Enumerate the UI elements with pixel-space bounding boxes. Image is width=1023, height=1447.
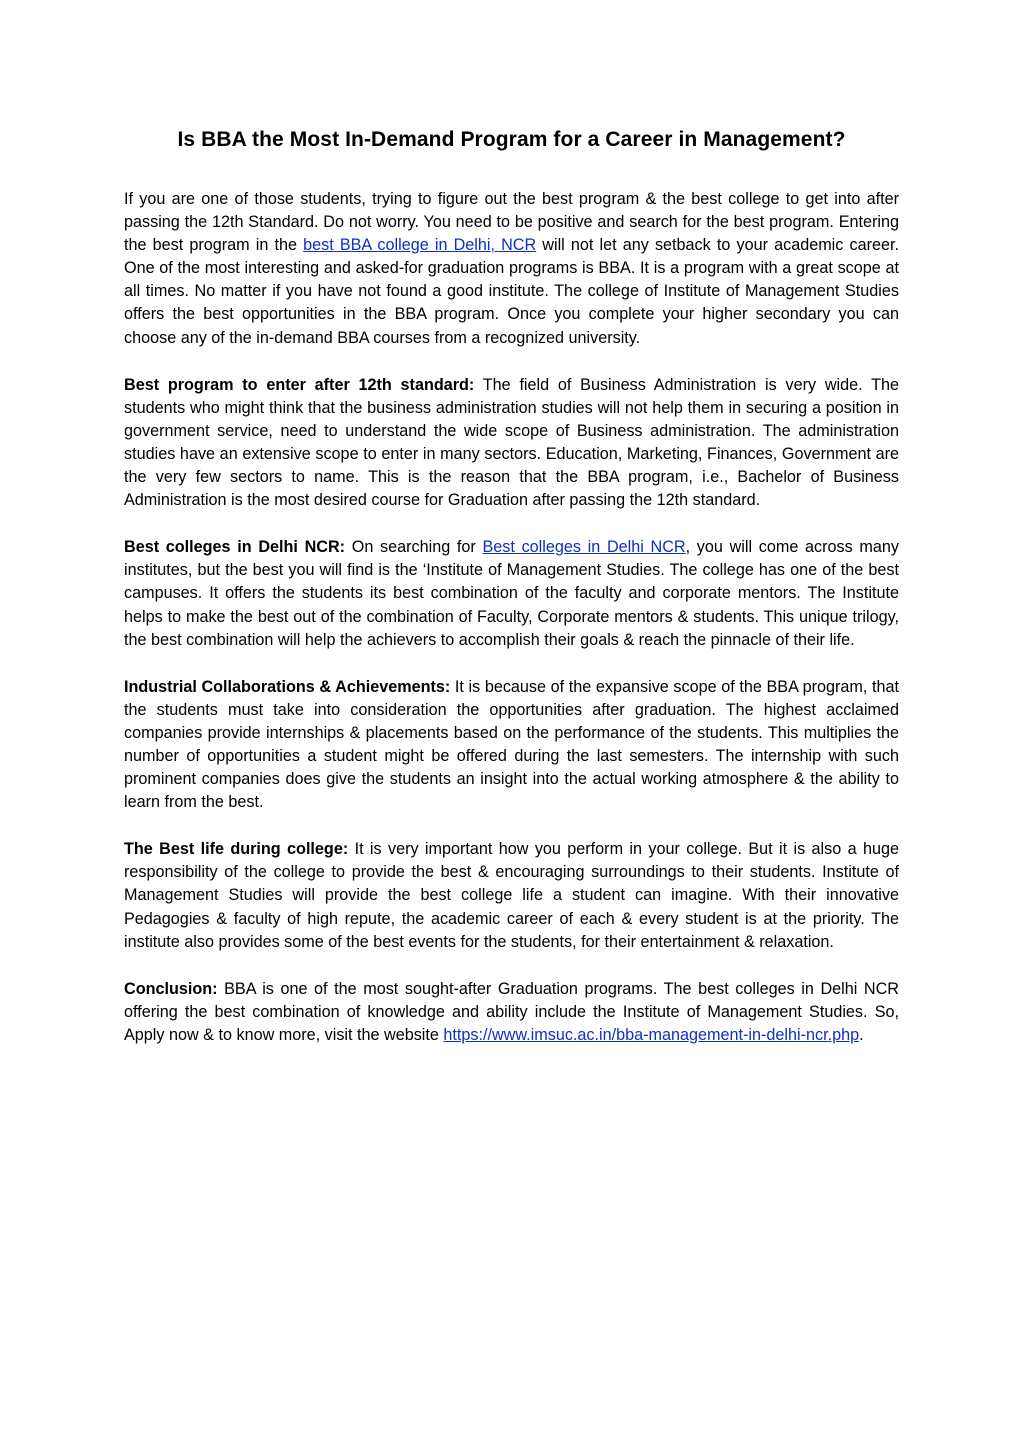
bba-college-delhi-link[interactable]: best BBA college in Delhi, NCR (303, 236, 537, 255)
best-colleges-text-after-link: , you will come across many institutes, but the best you will find is the ‘Institute of Management Studies. The college has one of the best campuses. It offers the students its best combination of the faculty and corporate mentors. The Institute helps to make the best out of the combination of Faculty, Corporate mentors & students. This unique trilogy, the best combination will help the achievers to accomplish their goals & reach the pinnacle of their life. (124, 538, 899, 649)
website-url-link[interactable]: https://www.imsuc.ac.in/bba-management-in-delhi-ncr.php (443, 1025, 860, 1044)
industrial-heading: Industrial Collaborations & Achievements: (124, 677, 451, 696)
industrial-text: It is because of the expansive scope of the BBA program, that the students must take into consideration the opportunities after graduation. The highest acclaimed companies provide internships & placements based on the performance of the students. This multiplies the number of opportunities a student might be offered during the last semesters. The internship with such prominent companies does give the students an insight into the actual working atmosphere & the ability to learn from the best. (124, 677, 899, 812)
best-program-heading: Best program to enter after 12th standard: (124, 375, 475, 394)
conclusion-heading: Conclusion: (124, 979, 218, 998)
conclusion-text-after-link: . (859, 1025, 864, 1044)
college-life-text: It is very important how you perform in your college. But it is also a huge responsibility of the college to provide the best & encouraging surroundings to their students. Institute of Management Studies will provide the best college life a student can imagine. With their innovative Pedagogies & faculty of high repute, the academic career of each & every student is at the priority. The institute also provides some of the best events for the students, for their entertainment & relaxation. (124, 840, 899, 951)
college-life-paragraph (124, 838, 899, 953)
industrial-paragraph (124, 676, 899, 815)
best-colleges-heading: Best colleges in Delhi NCR: (124, 538, 346, 557)
intro-paragraph (124, 188, 899, 350)
best-colleges-delhi-link[interactable]: Best colleges in Delhi NCR (482, 538, 686, 557)
document-title: Is BBA the Most In-Demand Program for a Career in Management? (177, 128, 846, 151)
conclusion-text-before-link: BBA is one of the most sought-after Graduation programs. The best colleges in Delhi NCR offering the best combination of knowledge and ability include the Institute of Management Studies. So, Apply now & to know more, visit the website (124, 979, 899, 1044)
document-page (124, 122, 899, 1071)
intro-text-after-link: will not let any setback to your academic career. One of the most interesting and asked-for graduation programs is BBA. It is a program with a great scope at all times. No matter if you have not found a good institute. The college of Institute of Management Studies offers the best opportunities in the BBA program. Once you complete your higher secondary you can choose any of the in-demand BBA courses from a recognized university. (124, 236, 899, 347)
best-program-paragraph (124, 374, 899, 513)
best-colleges-text-before-link: On searching for (345, 538, 483, 557)
college-life-heading: The Best life during college: (124, 840, 349, 859)
conclusion-paragraph (124, 978, 899, 1047)
best-colleges-paragraph (124, 536, 899, 651)
best-program-text: The field of Business Administration is very wide. The students who might think that the business administration studies will not help them in securing a position in government service, need to understand the wide scope of Business administration. The administration studies have an extensive scope to enter in many sectors. Education, Marketing, Finances, Government are the very few sectors to name. This is the reason that the BBA program, i.e., Bachelor of Business Administration is the most desired course for Graduation after passing the 12th standard. (124, 375, 899, 510)
intro-text-before-link: If you are one of those students, trying to figure out the best program & the best college to get into after passing the 12th Standard. Do not worry. You need to be positive and search for the best program. Entering the best program in the (124, 190, 899, 255)
